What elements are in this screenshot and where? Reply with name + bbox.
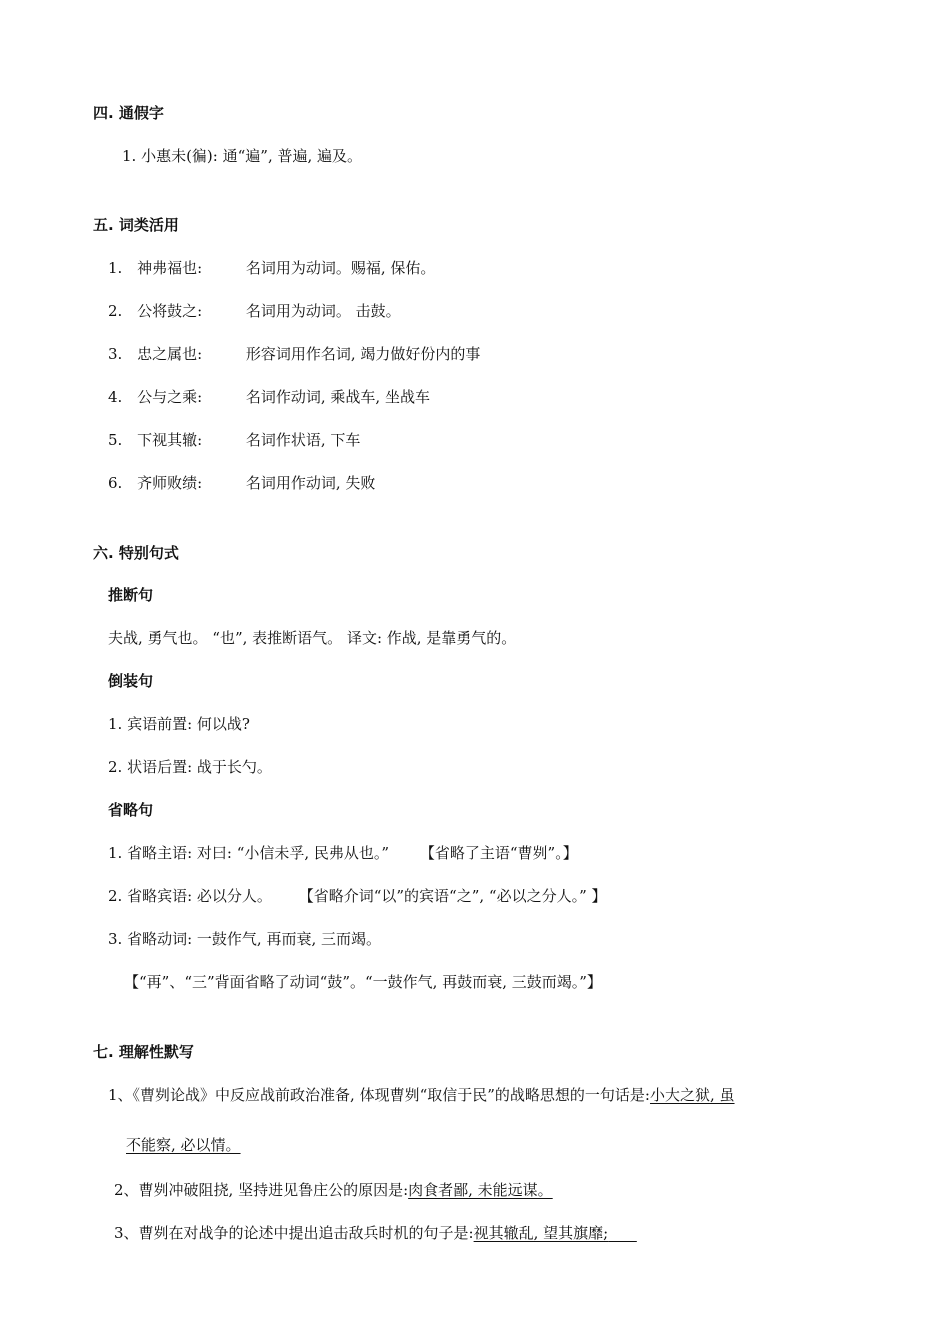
item-num: 5. bbox=[108, 431, 123, 449]
item-desc: 名词作状语, 下车 bbox=[245, 431, 361, 449]
cilei-item-6 bbox=[108, 473, 375, 493]
item-desc: 名词作动词, 乘战车, 坐战车 bbox=[245, 388, 430, 406]
omit-note: 【省略了主语“曹刿”。】 bbox=[419, 844, 578, 862]
item-num: 6. bbox=[108, 474, 123, 492]
item-term: 公与之乘: bbox=[137, 388, 203, 406]
item-num: 3. bbox=[108, 345, 123, 363]
omit-text: 1. 省略主语: 对曰: “小信未孚, 民弗从也。” bbox=[108, 844, 390, 862]
omit-subtitle: 省略句 bbox=[108, 801, 154, 819]
section-6-title: 六. 特别句式 bbox=[93, 544, 179, 562]
invert-item-1: 1. 宾语前置: 何以战? bbox=[108, 715, 250, 733]
item-desc: 形容词用作名词, 竭力做好份内的事 bbox=[245, 345, 481, 363]
dictation-q3 bbox=[114, 1223, 637, 1243]
item-term: 齐师败绩: bbox=[137, 474, 203, 492]
item-term: 公将鼓之: bbox=[137, 302, 203, 320]
omit-item-2 bbox=[108, 886, 607, 906]
item-term: 忠之属也: bbox=[137, 345, 203, 363]
cilei-item-2 bbox=[108, 301, 401, 321]
item-num: 1. bbox=[108, 259, 123, 277]
omit-item-3 bbox=[108, 929, 381, 949]
item-term: 神弗福也: bbox=[137, 259, 203, 277]
q2-answer: 肉食者鄙, 未能远谋。 bbox=[408, 1181, 553, 1199]
omit-note-3: 【“再”、“三”背面省略了动词“鼓”。“一鼓作气, 再鼓而衰, 三鼓而竭。”】 bbox=[124, 973, 602, 991]
dictation-q1 bbox=[108, 1085, 735, 1105]
q1-prefix: 1、《曹刿论战》中反应战前政治准备, 体现曹刿“取信于民”的战略思想的一句话是: bbox=[108, 1086, 650, 1104]
omit-text: 3. 省略动词: 一鼓作气, 再而衰, 三而竭。 bbox=[108, 930, 381, 948]
cilei-item-5 bbox=[108, 430, 360, 450]
judge-subtitle: 推断句 bbox=[108, 586, 154, 604]
tongjia-item-1: 1. 小惠未(徧): 通“遍”, 普遍, 遍及。 bbox=[122, 147, 363, 165]
item-term: 下视其辙: bbox=[137, 431, 203, 449]
item-desc: 名词用作动词, 失败 bbox=[245, 474, 376, 492]
omit-note: 【省略介词“以”的宾语“之”, “必以之分人。” 】 bbox=[298, 887, 607, 905]
invert-item-2: 2. 状语后置: 战于长勺。 bbox=[108, 758, 272, 776]
item-desc: 名词用为动词。 击鼓。 bbox=[245, 302, 401, 320]
q1-answer-a: 小大之狱, 虽 bbox=[649, 1086, 735, 1104]
q3-blank bbox=[608, 1224, 637, 1242]
omit-item-1 bbox=[108, 843, 578, 863]
q3-answer: 视其辙乱, 望其旗靡; bbox=[473, 1224, 609, 1242]
cilei-item-1 bbox=[108, 258, 435, 278]
section-7-title: 七. 理解性默写 bbox=[93, 1043, 194, 1061]
q1-answer-b: 不能察, 必以情。 bbox=[126, 1136, 241, 1154]
cilei-item-4 bbox=[108, 387, 430, 407]
item-num: 4. bbox=[108, 388, 123, 406]
dictation-q2 bbox=[114, 1180, 553, 1200]
item-desc: 名词用为动词。赐福, 保佑。 bbox=[245, 259, 436, 277]
section-4-title: 四. 通假字 bbox=[93, 104, 164, 122]
cilei-item-3 bbox=[108, 344, 480, 364]
item-num: 2. bbox=[108, 302, 123, 320]
judge-line: 夫战, 勇气也。 “也”, 表推断语气。 译文: 作战, 是靠勇气的。 bbox=[108, 629, 517, 647]
invert-subtitle: 倒装句 bbox=[108, 672, 154, 690]
omit-text: 2. 省略宾语: 必以分人。 bbox=[108, 887, 272, 905]
q2-prefix: 2、曹刿冲破阻挠, 坚持进见鲁庄公的原因是: bbox=[114, 1181, 409, 1199]
q3-prefix: 3、曹刿在对战争的论述中提出追击敌兵时机的句子是: bbox=[114, 1224, 474, 1242]
section-5-title: 五. 词类活用 bbox=[93, 216, 179, 234]
